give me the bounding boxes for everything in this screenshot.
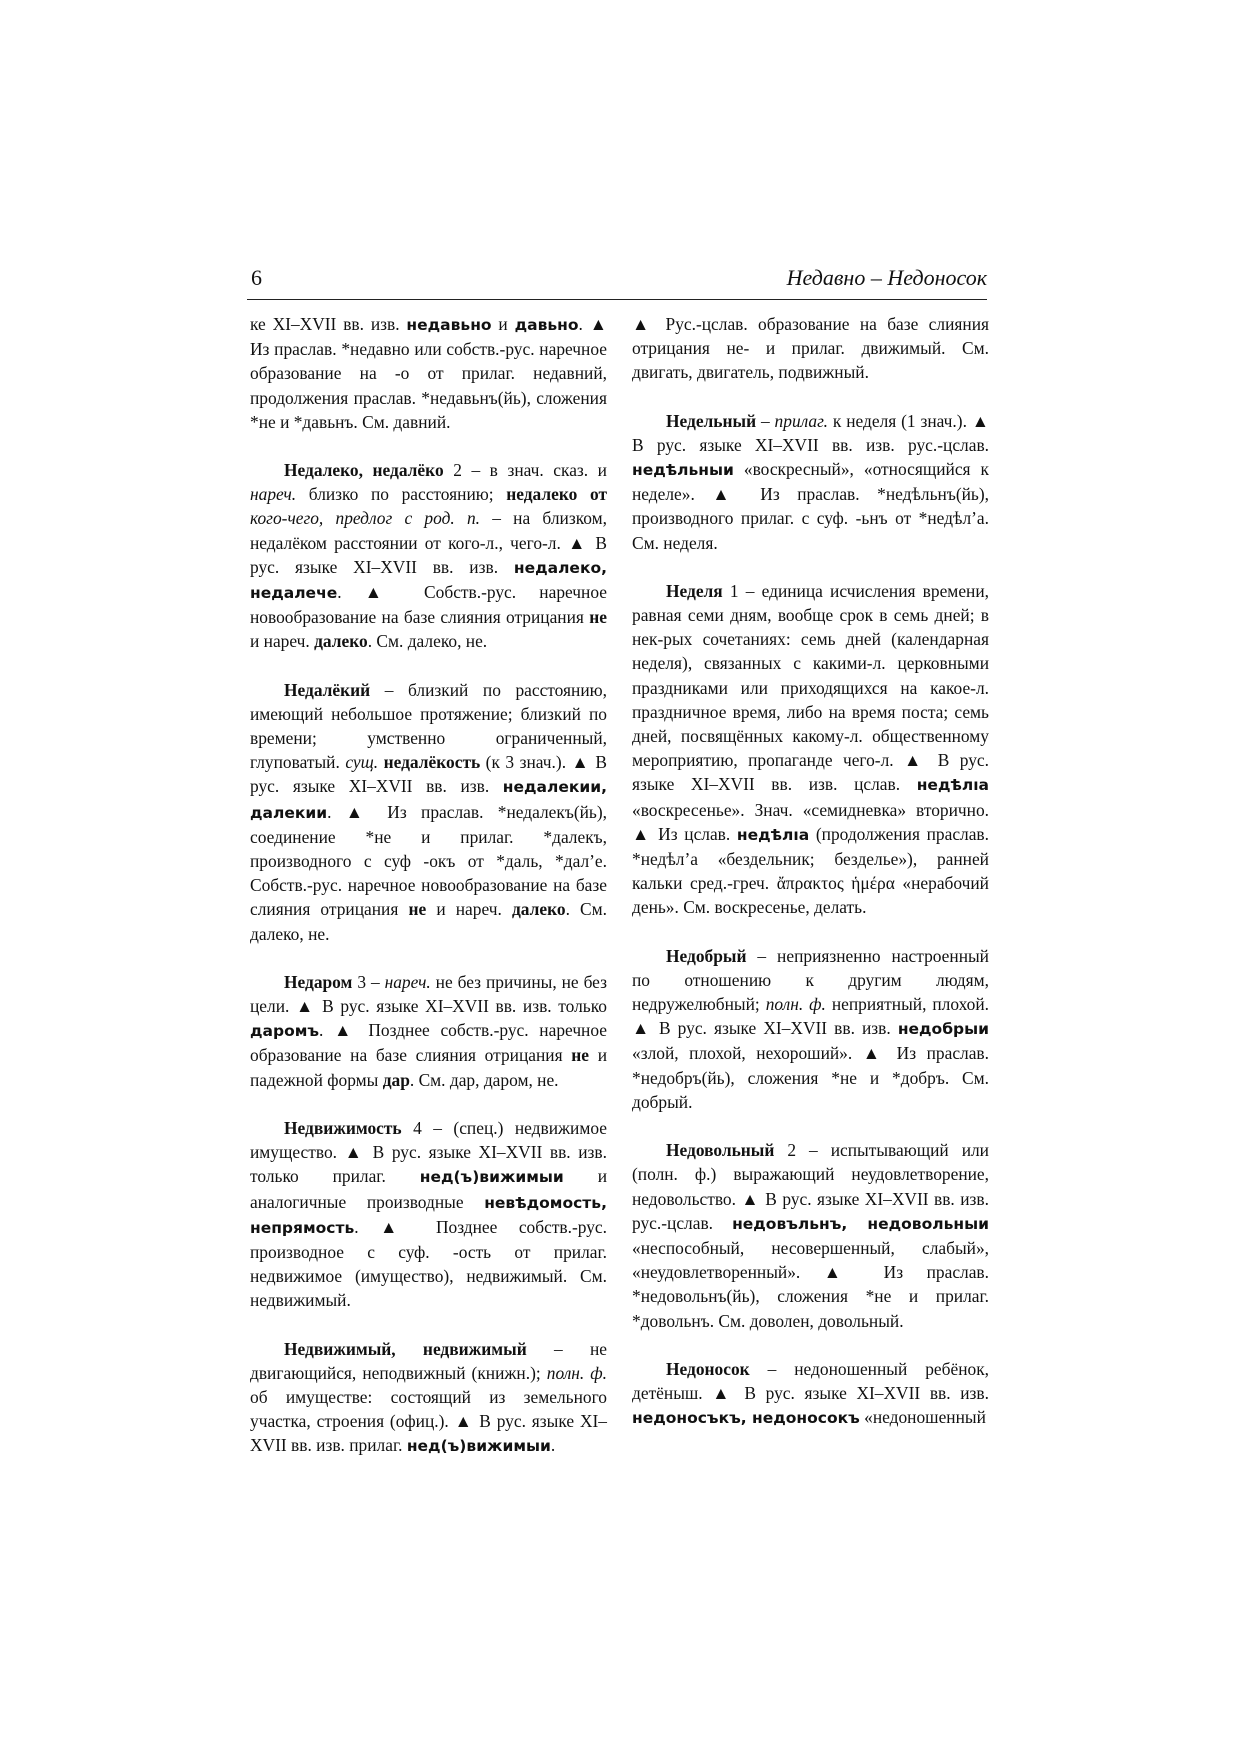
headword: Недоносок — [666, 1358, 750, 1379]
left-column — [250, 312, 607, 1483]
header-rule — [247, 299, 987, 300]
headword: Недалёкий — [284, 679, 371, 700]
church-slavonic-form: недобрыи — [897, 1020, 989, 1039]
headword: Недельный — [666, 410, 757, 431]
entry-nedelya: Неделя 1 – единица исчисления времени, равная семи дням, вообще срок в семь дней; в нек-рых сочетаниях: семь дней (календарная неделя), связанных с какими-л. церковными праздниками или приходящихся на какое-л. праздничное время, либо на время поста; семь дней, посвящённых какому-л. общественному мероприятию, пропаганде чего-л. ▲ В рус. языке XI–XVII вв. изв. цслав. недѣлıа «воскресенье». Знач. «семидневка» вторично. ▲ Из цслав. недѣлıа (продолжения праслав. *недѣл’а «бездельник; безделье»), ранней кальки сред.-греч. ἄπρακτος ἡμέρα «нерабочий день». См. воскресенье, делать. — [632, 580, 989, 918]
church-slavonic-form: нед(ъ)вижимыи — [406, 1437, 551, 1456]
church-slavonic-form: недовъльнъ, недовольныи — [732, 1214, 989, 1233]
running-head: Недавно – Недоносок — [786, 265, 987, 290]
entry-continuation: ке XI–XVII вв. изв. недавьно и давьно. ▲ Из праслав. *недавно или собств.-рус. наречное образование на -о от прилаг. недавний, продолжения праслав. *недавьнъ(йь), сложения *не и *давьнъ. См. давний. — [250, 314, 607, 432]
headword: Недвижимость — [284, 1117, 402, 1138]
church-slavonic-form: невѣдомость, непрямость — [250, 1193, 607, 1237]
church-slavonic-form: недѣльныи — [632, 461, 734, 480]
entry-continuation: ▲ Рус.-цслав. образование на базе слияния отрицания не- и прилаг. движимый. См. двигать, двигатель, подвижный. — [632, 314, 989, 383]
church-slavonic-form: недавьно — [406, 316, 492, 334]
headword: Недаром — [284, 971, 353, 992]
church-slavonic-form: нед(ъ)вижимыи — [419, 1168, 564, 1187]
entry-nedovolnyy: Недовольный 2 – испытывающий или (полн. ф.) выражающий неудовлетворение, недовольство. ▲ В рус. языке XI–XVII вв. изв. рус.-цслав. недовъльнъ, недовольныи «неспособный, несовершенный, слабый», «неудовлетворенный». ▲ Из праслав. *недовольнъ(йь), сложения *не и прилаг. *довольнъ. См. доволен, довольный. — [632, 1140, 989, 1331]
headword: Недвижимый, недвижимый — [284, 1338, 527, 1359]
entry-nedarom: Недаром 3 – нареч. не без причины, не без цели. ▲ В рус. языке XI–XVII вв. изв. только даромъ. ▲ Позднее собств.-рус. наречное образование на базе слияния отрицания не и падежной формы дар. См. дар, даром, не. — [250, 971, 608, 1090]
church-slavonic-form: даромъ — [250, 1022, 320, 1041]
church-slavonic-form: недѣлıа — [916, 776, 989, 795]
church-slavonic-form: недалекии, далекии — [250, 778, 607, 822]
right-column — [632, 312, 989, 1454]
entry-nedelnyy: Недельный – прилаг. к неделя (1 знач.). ▲ В рус. языке XI–XVII вв. изв. рус.-цслав. недѣльныи «воскресный», «относящийся к неделе». ▲ Из праслав. *недѣльнъ(йь), производного прилаг. с суф. -ьнъ от *недѣл’а. См. неделя. — [632, 410, 990, 553]
entry-nedvizhimyy: Недвижимый, недвижимый – не двигающийся, неподвижный (книжн.); полн. ф. об имуществе: состоящий из земельного участка, строения (офиц.). ▲ В рус. языке XI–XVII вв. изв. прилаг. нед(ъ)вижимыи. — [250, 1338, 607, 1456]
entry-nedobryy: Недобрый – неприязненно настроенный по отношению к другим людям, недружелюбный; полн. ф. неприятный, плохой. ▲ В рус. языке XI–XVII вв. изв. недобрыи «злой, плохой, нехороший». ▲ Из праслав. *недобръ(йь), сложения *не и *добръ. См. добрый. — [632, 945, 990, 1112]
entry-nedvizhimost: Недвижимость 4 – (спец.) недвижимое имущество. ▲ В рус. языке XI–XVII вв. изв. только прилаг. нед(ъ)вижимыи и аналогичные производные невѣдомость, непрямость. ▲ Позднее собств.-рус. производное с суф. -ость от прилаг. недвижимое (имущество), недвижимый. См. недвижимый. — [250, 1117, 607, 1311]
headword: Неделя — [666, 580, 723, 601]
church-slavonic-form: недалеко, недалече — [250, 558, 607, 603]
entry-nedalekiy: Недалёкий – близкий по расстоянию, имеющий небольшое протяжение; близкий по времени; умственно ограниченный, глуповатый. сущ. недалёкость (к 3 знач.). ▲ В рус. языке XI–XVII вв. изв. недалекии, далекии. ▲ Из праслав. *недалекъ(йь), соединение *не и прилаг. *далекъ, производного с суф -окъ от *даль, *дал’е. Собств.-рус. наречное новообразование на базе слияния отрицания не и нареч. далеко. См. далеко, не. — [250, 679, 607, 944]
page-number: 6 — [251, 265, 262, 290]
entry-nedonosok: Недоносок – недоношенный ребёнок, детёныш. ▲ В рус. языке XI–XVII вв. изв. недоносъкъ, недоносокъ «недоношенный — [632, 1358, 989, 1428]
headword: Недалеко, недалёко — [284, 460, 444, 481]
church-slavonic-form: давьно — [514, 316, 579, 334]
church-slavonic-form: недоносъкъ, недоносокъ — [632, 1409, 860, 1428]
headword: Недобрый — [666, 945, 747, 966]
entry-nedaleko: Недалеко, недалёко 2 – в знач. сказ. и нареч. близко по расстоянию; недалеко от кого-чего, предлог с род. п. – на близком, недалёком расстоянии от кого-л., чего-л. ▲ В рус. языке XI–XVII вв. изв. недалеко, недалече. ▲ Собств.-рус. наречное новообразование на базе слияния отрицания не и нареч. далеко. См. далеко, не. — [250, 460, 607, 652]
church-slavonic-form: недѣлıа — [736, 825, 810, 844]
page-header — [247, 265, 987, 297]
headword: Недовольный — [666, 1140, 775, 1161]
